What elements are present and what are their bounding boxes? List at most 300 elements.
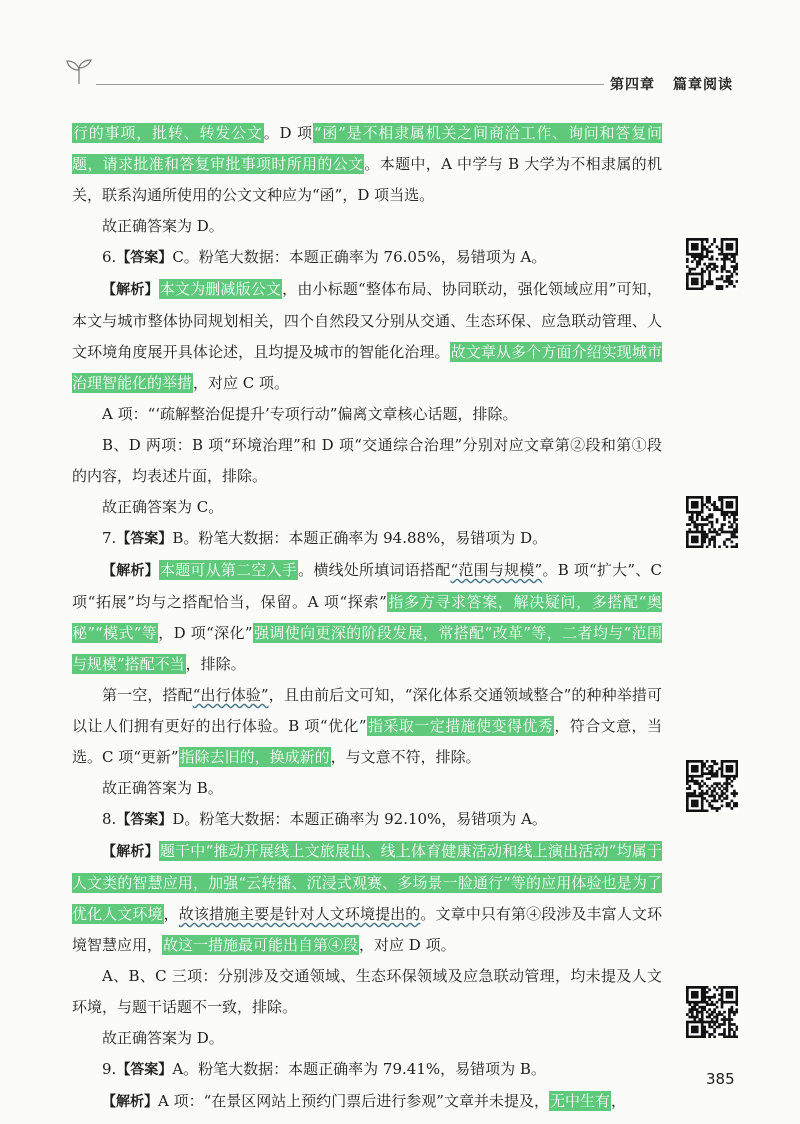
qr-module — [701, 285, 704, 288]
qr-module — [731, 511, 734, 514]
qr-module — [736, 501, 738, 504]
qr-module — [701, 511, 704, 514]
analysis-tag: 【解析】 — [102, 282, 159, 298]
qr-module — [713, 531, 716, 534]
qr-module — [718, 546, 721, 548]
qr-module — [688, 288, 691, 290]
qr-module — [711, 513, 714, 516]
qr-module — [716, 285, 719, 288]
qr-module — [726, 245, 729, 248]
qr-module — [713, 790, 716, 793]
qr-module — [728, 501, 731, 504]
qr-module — [736, 998, 738, 1001]
qr-module — [721, 275, 724, 278]
qr-module — [733, 533, 736, 536]
qr-module — [708, 772, 711, 775]
qr-code-q7[interactable] — [686, 496, 738, 548]
qr-module — [711, 536, 714, 539]
qr-module — [728, 991, 731, 994]
qr-module — [728, 1013, 731, 1016]
qr-module — [706, 785, 709, 788]
qr-module — [706, 240, 709, 243]
qr-module — [688, 810, 691, 812]
qr-module — [721, 792, 724, 795]
qr-module — [713, 265, 716, 268]
qr-module — [686, 506, 689, 509]
qr-module — [686, 1026, 689, 1029]
qr-module — [693, 1031, 696, 1034]
qr-module — [701, 762, 704, 765]
qr-module — [733, 805, 736, 808]
qr-module — [733, 1011, 736, 1014]
qr-module — [686, 283, 689, 286]
qr-module — [691, 273, 694, 276]
qr-module — [726, 255, 729, 258]
qr-module — [721, 258, 724, 261]
qr-module — [686, 800, 689, 803]
qr-module — [686, 1028, 689, 1031]
qr-module — [701, 503, 704, 506]
qr-module — [718, 285, 721, 288]
qr-module — [703, 541, 706, 544]
qr-module — [736, 996, 738, 999]
qr-module — [728, 253, 731, 256]
text: ，对应 D 项。 — [359, 936, 456, 954]
qr-module — [686, 805, 689, 808]
qr-module — [736, 511, 738, 514]
qr-module — [731, 800, 734, 803]
qr-module — [726, 782, 729, 785]
qr-module — [693, 986, 696, 989]
qr-module — [706, 516, 709, 519]
qr-code-q9[interactable] — [686, 986, 738, 1038]
qr-module — [726, 795, 729, 798]
qr-module — [721, 243, 724, 246]
qr-module — [686, 245, 689, 248]
qr-module — [733, 790, 736, 793]
qr-module — [728, 1031, 731, 1034]
qr-module — [731, 780, 734, 783]
qr-module — [686, 541, 689, 544]
qr-module — [728, 248, 731, 251]
qr-module — [723, 541, 726, 544]
qr-module — [731, 765, 734, 768]
qr-module — [718, 767, 721, 770]
qr-module — [708, 1026, 711, 1029]
analysis-tag: 【解析】 — [102, 1094, 158, 1110]
qr-module — [696, 802, 699, 805]
qr-module — [723, 1031, 726, 1034]
qr-module — [688, 795, 691, 798]
qr-module — [721, 772, 724, 775]
qr-module — [706, 268, 709, 271]
qr-module — [723, 986, 726, 989]
qr-module — [728, 526, 731, 529]
qr-module — [686, 253, 689, 256]
qr-module — [706, 810, 709, 812]
qr-module — [733, 1001, 736, 1004]
qr-module — [711, 516, 714, 519]
qr-module — [713, 772, 716, 775]
qr-module — [696, 255, 699, 258]
qr-module — [726, 538, 729, 541]
qr-module — [728, 1008, 731, 1011]
qr-module — [686, 278, 689, 281]
qr-module — [728, 278, 731, 281]
qr-module — [728, 506, 731, 509]
qr-module — [731, 775, 734, 778]
qr-module — [728, 1026, 731, 1029]
qr-module — [733, 792, 736, 795]
qr-module — [686, 792, 689, 795]
qr-module — [693, 1026, 696, 1029]
qr-module — [698, 238, 701, 241]
text: ，由小标题“整体布局、协同联动，强化领域应用”可知，本文与城市整体协同规划相关，四个自然段又分别从交通、生态环保、应急联动管理、人文环境角度展开具体论述，且均提及城市的智能化治理。 — [72, 280, 662, 361]
qr-module — [698, 260, 701, 263]
qr-module — [691, 268, 694, 271]
qr-module — [703, 255, 706, 258]
qr-module — [698, 810, 701, 812]
qr-module — [716, 533, 719, 536]
qr-module — [713, 1023, 716, 1026]
qr-module — [686, 807, 689, 810]
qr-module — [728, 986, 731, 989]
qr-module — [711, 255, 714, 258]
text: 。B 项“扩大”、C 项“拓展”均与之搭配恰当，保留。A 项“探索” — [72, 561, 662, 611]
qr-module — [731, 526, 734, 529]
qr-module — [696, 546, 699, 548]
qr-module — [706, 1003, 709, 1006]
qr-module — [696, 263, 699, 266]
qr-module — [686, 285, 689, 288]
qr-module — [686, 775, 689, 778]
qr-module — [696, 991, 699, 994]
qr-module — [691, 513, 694, 516]
qr-module — [698, 253, 701, 256]
qr-module — [716, 245, 719, 248]
qr-module — [708, 531, 711, 534]
qr-module — [731, 1018, 734, 1021]
qr-module — [686, 802, 689, 805]
qr-module — [708, 273, 711, 276]
qr-module — [703, 1026, 706, 1029]
qr-module — [706, 280, 709, 283]
qr-module — [686, 250, 689, 253]
qr-module — [706, 986, 709, 989]
qr-module — [711, 268, 714, 271]
qr-module — [701, 1008, 704, 1011]
qr-module — [706, 518, 709, 521]
qr-module — [708, 805, 711, 808]
qr-module — [733, 1023, 736, 1026]
qr-module — [723, 253, 726, 256]
qr-module — [721, 1023, 724, 1026]
qr-module — [708, 275, 711, 278]
qr-module — [701, 1031, 704, 1034]
qr-module — [733, 775, 736, 778]
qr-module — [696, 765, 699, 768]
qr-module — [716, 762, 719, 765]
qr-module — [721, 245, 724, 248]
qr-module — [698, 531, 701, 534]
qr-module — [731, 283, 734, 286]
qr-module — [736, 1001, 738, 1004]
qr-module — [706, 248, 709, 251]
qr-module — [698, 511, 701, 514]
qr-module — [701, 998, 704, 1001]
qr-module — [701, 270, 704, 273]
qr-module — [726, 780, 729, 783]
qr-module — [716, 1018, 719, 1021]
qr-module — [691, 503, 694, 506]
qr-module — [701, 253, 704, 256]
qr-module — [723, 1036, 726, 1038]
qr-module — [703, 797, 706, 800]
qr-module — [733, 253, 736, 256]
qr-module — [731, 536, 734, 539]
qr-module — [716, 270, 719, 273]
q8-answer-header — [72, 804, 662, 836]
qr-module — [711, 1018, 714, 1021]
qr-module — [691, 777, 694, 780]
qr-module — [728, 245, 731, 248]
qr-module — [693, 790, 696, 793]
qr-module — [708, 1033, 711, 1036]
qr-module — [718, 528, 721, 531]
text: ，且由前后文可知，“深化体系交通领域整合”的种种举措可以让人们拥有更好的出行体验。B 项“优化” — [72, 686, 662, 735]
highlight: 行的事项，批转、转发公文 — [73, 124, 263, 142]
qr-module — [728, 238, 731, 241]
wavy-underline: “范围与规模” — [450, 561, 543, 579]
qr-module — [721, 762, 724, 765]
qr-module — [708, 1016, 711, 1019]
qr-module — [708, 787, 711, 790]
qr-module — [693, 1018, 696, 1021]
qr-module — [721, 1006, 724, 1009]
qr-module — [696, 760, 699, 763]
qr-module — [716, 1006, 719, 1009]
qr-module — [693, 800, 696, 803]
qr-module — [686, 503, 689, 506]
q8-option-abc: A、B、C 三项：分别涉及交通领域、生态环保领域及应急联动管理，均未提及人文环境，与题干话题不一致，排除。 — [72, 967, 662, 1016]
qr-module — [703, 531, 706, 534]
qr-module — [733, 1033, 736, 1036]
qr-module — [703, 993, 706, 996]
qr-module — [703, 285, 706, 288]
qr-module — [726, 501, 729, 504]
qr-module — [731, 792, 734, 795]
qr-module — [688, 273, 691, 276]
qr-module — [721, 1033, 724, 1036]
qr-module — [733, 777, 736, 780]
qr-module — [691, 280, 694, 283]
qr-module — [686, 1021, 689, 1024]
qr-module — [736, 543, 738, 546]
qr-module — [723, 255, 726, 258]
qr-module — [693, 523, 696, 526]
qr-module — [686, 986, 689, 989]
qr-module — [686, 288, 689, 290]
qr-module — [708, 541, 711, 544]
qr-module — [691, 1008, 694, 1011]
qr-module — [701, 531, 704, 534]
qr-module — [728, 243, 731, 246]
qr-module — [723, 238, 726, 241]
qr-module — [701, 288, 704, 290]
qr-module — [736, 1008, 738, 1011]
qr-module — [708, 1013, 711, 1016]
qr-module — [736, 1011, 738, 1014]
qr-module — [726, 993, 729, 996]
qr-module — [728, 1016, 731, 1019]
qr-module — [711, 1033, 714, 1036]
qr-module — [691, 245, 694, 248]
qr-module — [688, 1003, 691, 1006]
qr-module — [696, 283, 699, 286]
text: ，对应 C 项。 — [193, 374, 290, 392]
qr-module — [688, 528, 691, 531]
qr-module — [721, 531, 724, 534]
qr-module — [701, 991, 704, 994]
qr-module — [701, 255, 704, 258]
qr-module — [736, 986, 738, 989]
qr-module — [731, 513, 734, 516]
qr-module — [728, 1033, 731, 1036]
qr-module — [708, 513, 711, 516]
qr-module — [713, 1011, 716, 1014]
qr-module — [693, 536, 696, 539]
qr-module — [701, 245, 704, 248]
qr-module — [696, 278, 699, 281]
highlight: 题干中“推动开展线上文旅展出、线上体育健康活动和线上演出活动”均属于人文类的智慧应用，加强“云转播、沉浸式观赛、多场景一脸通行”等的应用体验也是为了优化人文环境 — [72, 842, 662, 923]
qr-module — [686, 546, 689, 548]
qr-module — [691, 991, 694, 994]
qr-module — [688, 1008, 691, 1011]
qr-module — [723, 1028, 726, 1031]
qr-module — [716, 782, 719, 785]
qr-module — [721, 1018, 724, 1021]
qr-module — [733, 511, 736, 514]
qr-module — [708, 1023, 711, 1026]
qr-module — [691, 1028, 694, 1031]
qr-module — [686, 988, 689, 991]
qr-module — [703, 1008, 706, 1011]
qr-module — [686, 1036, 689, 1038]
qr-module — [693, 273, 696, 276]
qr-module — [691, 765, 694, 768]
qr-module — [731, 273, 734, 276]
qr-module — [696, 526, 699, 529]
qr-module — [736, 762, 738, 765]
qr-module — [706, 1011, 709, 1014]
qr-module — [693, 760, 696, 763]
qr-module — [698, 1018, 701, 1021]
qr-module — [721, 800, 724, 803]
qr-module — [701, 546, 704, 548]
qr-module — [691, 810, 694, 812]
q6-option-bd: B、D 两项：B 项“环境治理”和 D 项“交通综合治理”分别对应文章第②段和第①段的内容，均表述片面，排除。 — [72, 436, 662, 485]
qr-module — [733, 260, 736, 263]
qr-module — [703, 1021, 706, 1024]
qr-module — [731, 523, 734, 526]
qr-module — [706, 536, 709, 539]
qr-module — [708, 283, 711, 286]
qr-module — [716, 1001, 719, 1004]
qr-module — [736, 767, 738, 770]
qr-module — [691, 516, 694, 519]
qr-module — [703, 518, 706, 521]
qr-module — [701, 538, 704, 541]
qr-module — [711, 1003, 714, 1006]
qr-module — [721, 508, 724, 511]
qr-module — [693, 810, 696, 812]
qr-code-q8[interactable] — [686, 760, 738, 812]
answer-text: D。粉笔大数据：本题正确率为 92.10%，易错项为 A。 — [172, 810, 547, 828]
qr-module — [731, 996, 734, 999]
qr-module — [701, 767, 704, 770]
qr-module — [691, 253, 694, 256]
qr-module — [703, 238, 706, 241]
wavy-underline: 故该措施主要是针对人文环境提出的 — [178, 905, 421, 923]
qr-module — [708, 501, 711, 504]
qr-module — [713, 238, 716, 241]
qr-module — [736, 265, 738, 268]
qr-module — [701, 1018, 704, 1021]
qr-module — [693, 991, 696, 994]
qr-module — [696, 273, 699, 276]
qr-module — [731, 260, 734, 263]
qr-module — [728, 270, 731, 273]
answer-tag: 【答案】 — [116, 1062, 173, 1078]
qr-module — [726, 278, 729, 281]
qr-module — [686, 508, 689, 511]
text: ， — [163, 905, 179, 923]
qr-module — [736, 238, 738, 241]
qr-module — [698, 782, 701, 785]
qr-module — [708, 538, 711, 541]
page-header — [0, 0, 800, 110]
qr-module — [703, 988, 706, 991]
qr-module — [718, 288, 721, 290]
q6-option-a: A 项：“‘疏解整治促提升’专项行动”偏离文章核心话题，排除。 — [102, 405, 518, 423]
qr-module — [731, 503, 734, 506]
qr-module — [736, 496, 738, 499]
qr-module — [686, 511, 689, 514]
qr-module — [701, 805, 704, 808]
qr-module — [728, 770, 731, 773]
qr-module — [731, 1006, 734, 1009]
header-rule — [96, 84, 604, 85]
page-number: 385 — [706, 1070, 735, 1088]
qr-module — [703, 1028, 706, 1031]
qr-module — [733, 270, 736, 273]
qr-module — [701, 986, 704, 989]
qr-code-q6[interactable] — [686, 238, 738, 290]
qr-module — [703, 503, 706, 506]
qr-module — [701, 770, 704, 773]
qr-module — [713, 263, 716, 266]
qr-module — [723, 516, 726, 519]
qr-module — [708, 795, 711, 798]
qr-module — [701, 1021, 704, 1024]
qr-module — [736, 760, 738, 763]
qr-module — [691, 243, 694, 246]
answer-line-q6: 故正确答案为 C。 — [102, 498, 224, 516]
qr-module — [736, 1026, 738, 1029]
qr-module — [688, 496, 691, 499]
qr-module — [718, 993, 721, 996]
qr-module — [701, 802, 704, 805]
